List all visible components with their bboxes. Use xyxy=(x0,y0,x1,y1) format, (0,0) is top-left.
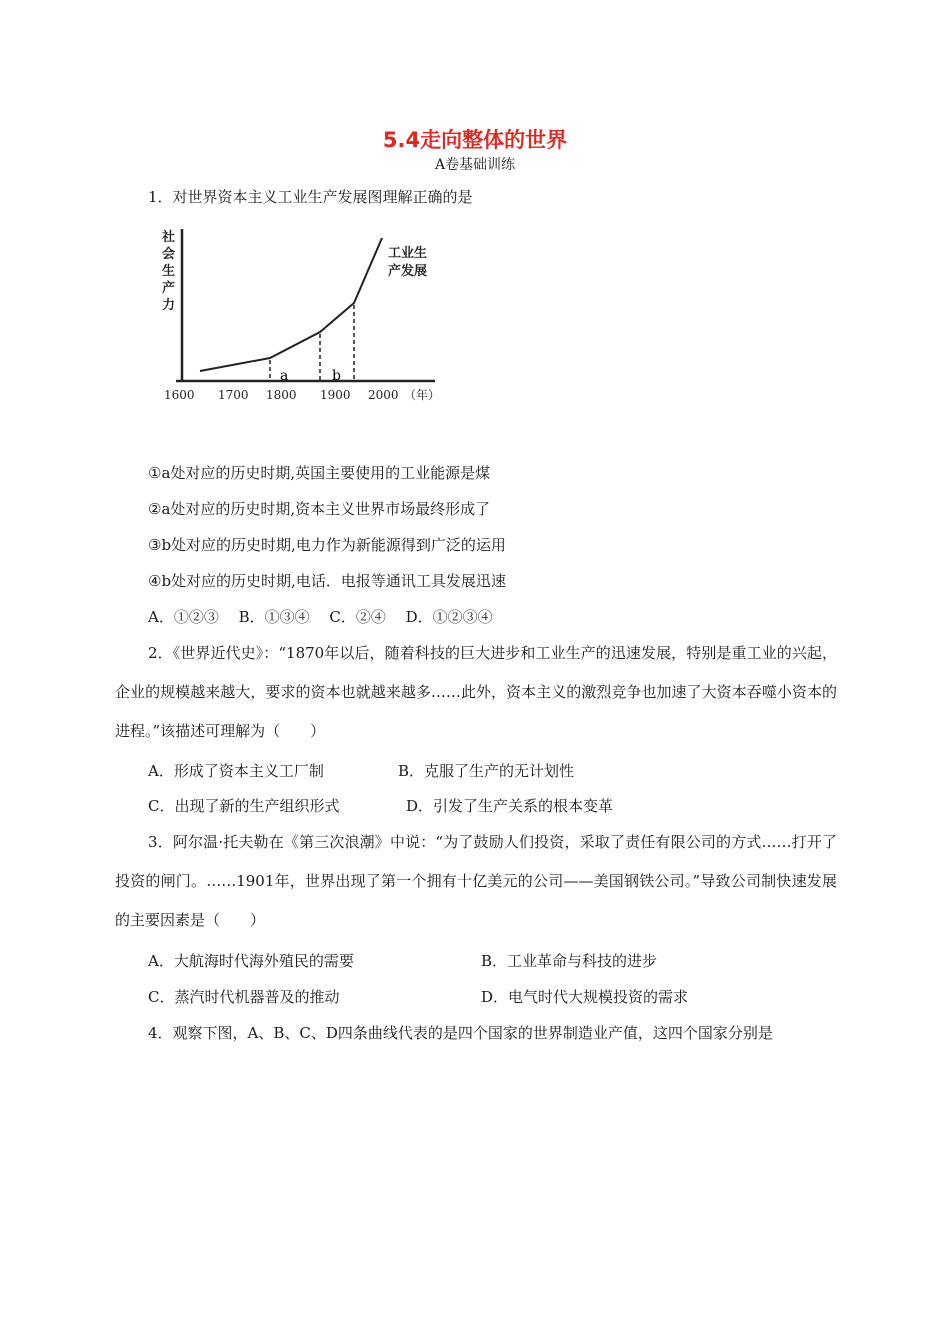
q3-option-d: D．电气时代大规模投资的需求 xyxy=(481,988,689,1006)
q1-statement-4: ④b处对应的历史时期,电话．电报等通讯工具发展迅速 xyxy=(148,572,506,590)
ylabel-char: 生 xyxy=(162,264,176,279)
q2-option-b: B．克服了生产的无计划性 xyxy=(398,762,575,780)
q3-option-a: A．大航海时代海外殖民的需要 xyxy=(148,952,354,970)
x-tick: 2000 xyxy=(368,388,399,402)
mark-a: a xyxy=(280,368,289,384)
q1-options: A．①②③ B．①③④ C．②④ D．①②③④ xyxy=(148,608,493,626)
industrial-curve xyxy=(200,238,382,371)
x-tick: 1600 xyxy=(164,388,195,402)
q1-statement-1: ①a处对应的历史时期,英国主要使用的工业能源是煤 xyxy=(148,464,491,482)
q1-stem: 1．对世界资本主义工业生产发展图理解正确的是 xyxy=(148,188,473,206)
q4-stem: 4．观察下图，A、B、C、D四条曲线代表的是四个国家的世界制造业产值，这四个国家分别是 xyxy=(148,1024,773,1042)
x-unit: （年） xyxy=(404,388,441,402)
ylabel-char: 会 xyxy=(162,247,176,262)
curve-label-line2: 产发展 xyxy=(388,264,428,279)
q2-option-c: C．出现了新的生产组织形式 xyxy=(148,797,340,815)
q2-stem: 2．《世界近代史》：“1870年以后，随着科技的巨大进步和工业生产的迅速发展，特别是重工业的兴起，企业的规模越来越大，要求的资本也就越来越多……此外，资本主义的激烈竞争也加速了大资本吞噬小资本的进程。”该描述可理解为（ ） xyxy=(115,644,837,740)
x-tick: 1900 xyxy=(320,388,351,402)
q2-option-a: A．形成了资本主义工厂制 xyxy=(148,762,324,780)
x-tick: 1700 xyxy=(218,388,249,402)
page-title: 5.4走向整体的世界 xyxy=(382,128,568,152)
chart-ylabel xyxy=(161,229,175,313)
ylabel-char: 社 xyxy=(162,230,176,245)
q1-statement-2: ②a处对应的历史时期,资本主义世界市场最终形成了 xyxy=(148,500,491,518)
page-subtitle: A卷基础训练 xyxy=(434,157,516,173)
ylabel-char: 产 xyxy=(162,281,176,296)
productivity-chart xyxy=(160,225,460,410)
q3-stem: 3．阿尔温·托夫勒在《第三次浪潮》中说：“为了鼓励人们投资，采取了责任有限公司的方式……打开了投资的闸门。……1901年，世界出现了第一个拥有十亿美元的公司——美国钢铁公司。”导致公司制快速发展的主要因素是（ ） xyxy=(115,833,837,929)
q2-option-d: D．引发了生产关系的根本变革 xyxy=(406,797,614,815)
q3-option-c: C．蒸汽时代机器普及的推动 xyxy=(148,988,340,1006)
x-tick: 1800 xyxy=(266,388,297,402)
ylabel-char: 力 xyxy=(162,298,176,313)
curve-label-line1: 工业生 xyxy=(388,246,428,261)
q1-statement-3: ③b处对应的历史时期,电力作为新能源得到广泛的运用 xyxy=(148,536,506,554)
mark-b: b xyxy=(332,368,341,384)
q3-option-b: B．工业革命与科技的进步 xyxy=(481,952,658,970)
